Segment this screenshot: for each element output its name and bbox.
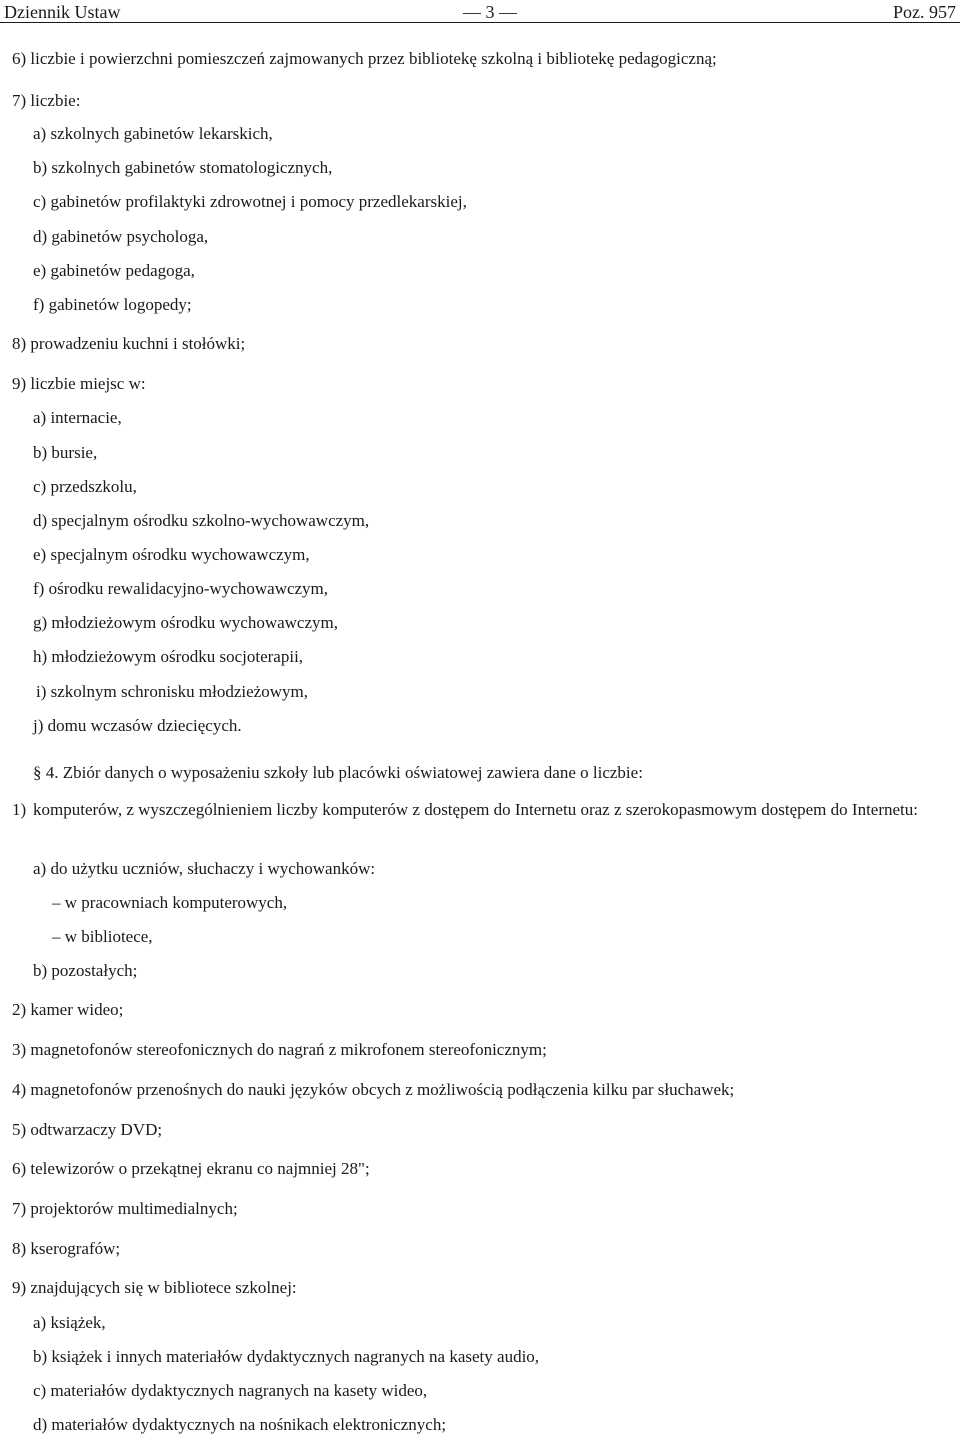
list-item-3: 3) magnetofonów stereofonicznych do nagrań z mikrofonem stereofonicznym; xyxy=(12,1040,547,1059)
list-subitem-9d: d) specjalnym ośrodku szkolno-wychowawczym, xyxy=(33,511,370,530)
list-item-1 xyxy=(12,799,958,820)
list-item-4: 4) magnetofonów przenośnych do nauki języków obcych z możliwością podłączenia kilku par słuchawek; xyxy=(12,1080,735,1099)
list-subitem-1a: a) do użytku uczniów, słuchaczy i wychowanków: xyxy=(33,859,376,878)
list-subitem-7f: f) gabinetów logopedy; xyxy=(33,295,192,314)
list-item-8b: 8) kserografów; xyxy=(12,1239,121,1258)
list-subitem-9b-audio: b) książek i innych materiałów dydaktycznych nagranych na kasety audio, xyxy=(33,1347,540,1366)
list-subitem-7d: d) gabinetów psychologa, xyxy=(33,227,209,246)
list-subitem-9j: j) domu wczasów dziecięcych. xyxy=(33,716,242,735)
list-subitem-9c-video: c) materiałów dydaktycznych nagranych na kasety wideo, xyxy=(33,1381,428,1400)
section-heading: § 4. Zbiór danych o wyposażeniu szkoły lub placówki oświatowej zawiera dane o liczbie: xyxy=(33,763,643,782)
list-subitem-9g: g) młodzieżowym ośrodku wychowawczym, xyxy=(33,613,338,632)
list-subitem-9h: h) młodzieżowym ośrodku socjoterapii, xyxy=(33,647,304,666)
list-subitem-9f: f) ośrodku rewalidacyjno-wychowawczym, xyxy=(33,579,329,598)
list-item-8: 8) prowadzeniu kuchni i stołówki; xyxy=(12,334,246,353)
list-item-6b: 6) telewizorów o przekątnej ekranu co najmniej 28"; xyxy=(12,1159,370,1178)
page-header xyxy=(0,0,960,23)
list-item-7: 7) liczbie: xyxy=(12,91,81,110)
list-item-9b: 9) znajdujących się w bibliotece szkolnej: xyxy=(12,1278,297,1297)
list-subitem-7c: c) gabinetów profilaktyki zdrowotnej i pomocy przedlekarskiej, xyxy=(33,192,467,211)
list-subitem-9a: a) internacie, xyxy=(33,408,122,427)
list-subitem-7e: e) gabinetów pedagoga, xyxy=(33,261,195,280)
list-subitem-7a: a) szkolnych gabinetów lekarskich, xyxy=(33,124,273,143)
list-subitem-1b: b) pozostałych; xyxy=(33,961,138,980)
list-subitem-9b: b) bursie, xyxy=(33,443,98,462)
dash-item-computer-labs: – w pracowniach komputerowych, xyxy=(52,893,288,912)
list-item-9: 9) liczbie miejsc w: xyxy=(12,374,146,393)
list-subitem-9i: i) szkolnym schronisku młodzieżowym, xyxy=(36,682,308,701)
list-subitem-9e: e) specjalnym ośrodku wychowawczym, xyxy=(33,545,310,564)
list-item-2: 2) kamer wideo; xyxy=(12,1000,124,1019)
list-item-5: 5) odtwarzaczy DVD; xyxy=(12,1120,163,1139)
list-subitem-9d-electronic: d) materiałów dydaktycznych na nośnikach elektronicznych; xyxy=(33,1415,447,1434)
list-item-6: 6) liczbie i powierzchni pomieszczeń zajmowanych przez bibliotekę szkolną i bibliotekę pedagogiczną; xyxy=(12,49,717,68)
list-subitem-9a-books: a) książek, xyxy=(33,1313,106,1332)
journal-title: Dziennik Ustaw xyxy=(4,2,121,22)
dash-item-library: – w bibliotece, xyxy=(52,927,153,946)
list-number: 1) xyxy=(12,800,27,819)
page-number: — 3 — xyxy=(463,2,517,22)
list-item-7b: 7) projektorów multimedialnych; xyxy=(12,1199,238,1218)
list-text: komputerów, z wyszczególnieniem liczby komputerów z dostępem do Internetu oraz z szerokopasmowym dostępem do Internetu: xyxy=(33,800,918,819)
position-number: Poz. 957 xyxy=(893,2,956,22)
list-subitem-9c: c) przedszkolu, xyxy=(33,477,137,496)
list-subitem-7b: b) szkolnych gabinetów stomatologicznych, xyxy=(33,158,333,177)
